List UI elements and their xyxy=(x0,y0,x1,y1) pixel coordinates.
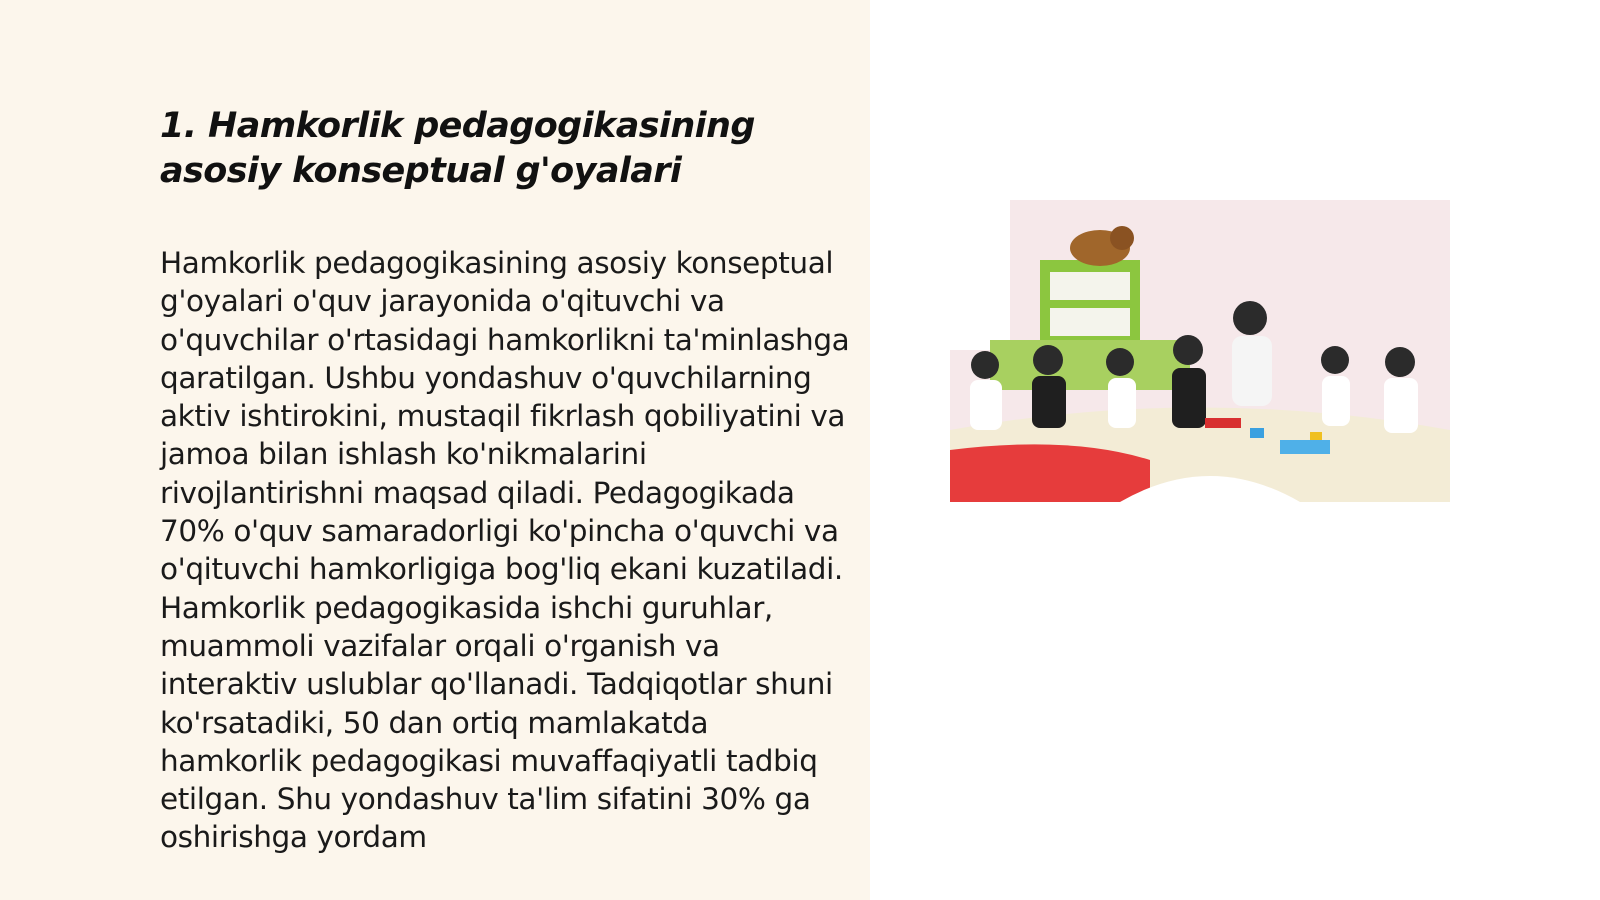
slide-body-text: Hamkorlik pedagogikasining asosiy konseptual g'oyalari o'quv jarayonida o'qituvchi va o'quvchilar o'rtasidagi hamkorlikni ta'minlashga qaratilgan. Ushbu yondashuv o'quvchilarning aktiv ishtirokini, mustaqil fikrlash qobiliyatini va jamoa bilan ishlash ko'nikmalarini rivojlantirishni maqsad qiladi. Pedagogikada 70% o'quv samaradorligi ko'pincha o'quvchi va o'qituvchi hamkorligiga bog'liq ekani kuzatiladi. Hamkorlik pedagogikasida ishchi guruhlar, muammoli vazifalar orqali o'rganish va interaktiv uslublar qo'llanadi. Tadqiqotlar shuni ko'rsatadiki, 50 dan ortiq mamlakatda hamkorlik pedagogikasi muvaffaqiyatli tadbiq etilgan. Shu yondashuv ta'lim sifatini 30% ga oshirishga yordam xyxy=(160,246,850,855)
classroom-photo xyxy=(950,200,1450,502)
slide-title: 1. Hamkorlik pedagogikasining asosiy konseptual g'oyalari xyxy=(160,106,755,191)
